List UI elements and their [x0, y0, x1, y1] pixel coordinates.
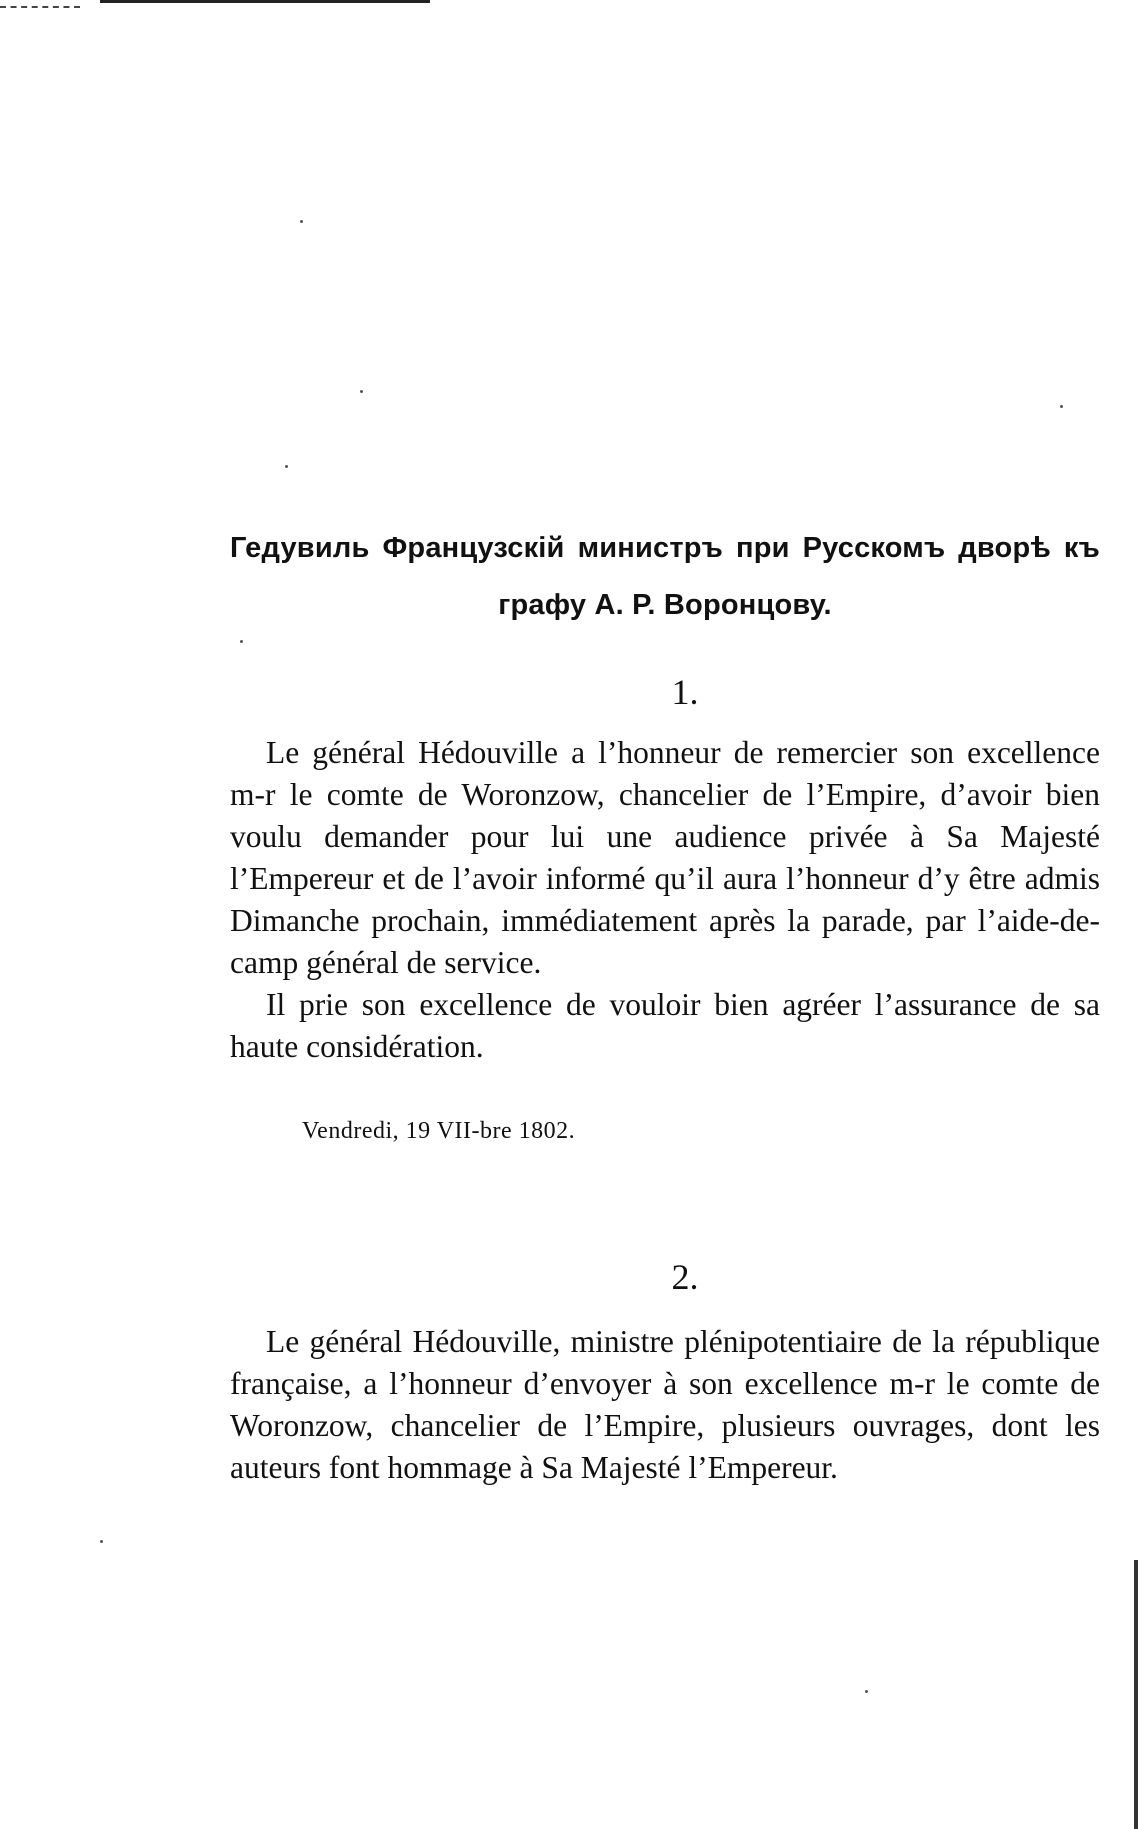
letter-number: 2. [671, 1257, 699, 1297]
letter-number: 1. [671, 672, 699, 712]
scan-speck [300, 220, 303, 223]
letter-2 [230, 1259, 1100, 1489]
scan-speck [285, 465, 288, 468]
letter-date: Vendredi, 19 VII-bre 1802. [302, 1118, 576, 1144]
scan-speck [1060, 405, 1063, 408]
heading-line-2: графу А. Р. Воронцову. [498, 589, 832, 621]
scan-speck [100, 1540, 103, 1543]
letter-1 [230, 674, 1100, 1145]
document-page [230, 520, 1100, 1489]
page-edge-shadow [1134, 1560, 1138, 1829]
top-rule [100, 0, 430, 3]
letter-paragraph: Le général Hédouville, ministre plénipotentiaire de la république française, a l’honneur d’envoyer à son excellence m-r le comte de Woronzow, chancelier de l’Empire, plusieurs ouvrages, dont les auteurs font hommage à Sa Majesté l’Empereur. [230, 1324, 1100, 1485]
document-heading [230, 520, 1100, 634]
heading-line-1: Гедувиль Французскій министръ при Русскомъ дворѣ къ [230, 532, 1100, 564]
scan-speck [865, 1690, 868, 1693]
scan-speck [360, 390, 363, 393]
letter-paragraph: Il prie son excellence de vouloir bien agréer l’assurance de sa haute considération. [230, 987, 1100, 1064]
top-dashed-rule [0, 6, 80, 10]
letter-paragraph: Le général Hédouville a l’honneur de remercier son excellence m-r le comte de Woronzow, chancelier de l’Empire, d’avoir bien voulu demander pour lui une audience privée à Sa Majesté l’Empereur et de l’avoir informé qu’il aura l’honneur d’y être admis Dimanche prochain, immédiatement après la parade, par l’aide-de-camp général de service. [230, 735, 1100, 980]
